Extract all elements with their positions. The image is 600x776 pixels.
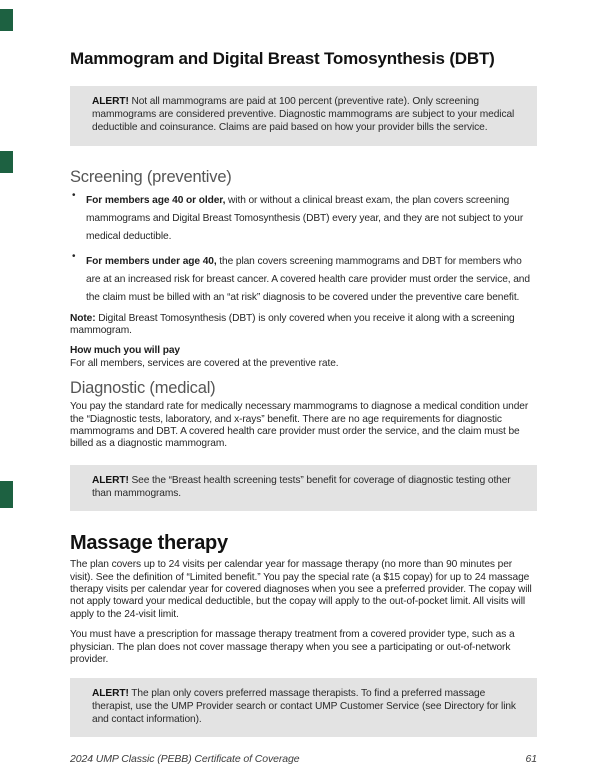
massage-paragraph-2: You must have a prescription for massage therapy treatment from a covered provider type, such as a physician. The plan does not cover massage therapy when you see a participating or out-of-network provider. (70, 629, 515, 666)
how-much-you-pay-heading: How much you will pay (70, 345, 180, 357)
alert-box-preferred-massage-therapists (70, 678, 537, 738)
page-footer (70, 753, 537, 765)
alert-paragraph (92, 95, 517, 135)
list-item (70, 190, 537, 244)
bullet-lead: For members age 40 or older, (86, 194, 226, 206)
alert-text: See the “Breast health screening tests” benefit for coverage of diagnostic testing other than mammograms. (92, 474, 511, 500)
section-heading-diagnostic: Diagnostic (medical) (70, 379, 216, 398)
footer-document-title: 2024 UMP Classic (PEBB) Certificate of Coverage (70, 753, 300, 766)
section-heading-screening: Screening (preventive) (70, 167, 232, 186)
note-text: Digital Breast Tomosynthesis (DBT) is only covered when you receive it along with a screening mammogram. (70, 312, 515, 337)
revision-marker-top (0, 9, 13, 31)
note-label: Note: (70, 312, 96, 324)
bullet-icon: • (72, 189, 76, 201)
alert-box-breast-health-screening (70, 465, 537, 511)
alert-label: ALERT! (92, 687, 129, 699)
alert-paragraph (92, 687, 517, 727)
alert-label: ALERT! (92, 96, 129, 107)
bullet-icon: • (72, 250, 76, 262)
revision-marker-middle (0, 151, 13, 173)
bullet-body: the plan covers screening mammograms and DBT for members who are at an increased risk for breast cancer. A covered health care provider must order the service, and the claim must be billed with an “at risk” diagnosis to be covered under the preventive care benefit. (86, 255, 530, 303)
screening-bullet-list (70, 190, 537, 305)
how-much-you-pay-text: For all members, services are covered at the preventive rate. (70, 357, 339, 369)
alert-text: Not all mammograms are paid at 100 percent (preventive rate). Only screening mammograms are considered preventive. Diagnostic mammograms are subject to your medical deductible and coinsurance. Claims are paid based on how your provider bills the service. (92, 96, 515, 134)
alert-box-mammogram-payment (70, 86, 537, 146)
massage-paragraph-1: The plan covers up to 24 visits per calendar year for massage therapy (no more than 90 minutes per visit). See the definition of “Limited benefit.” You pay the special rate (a $15 copay) for up to 24 massage therapy visits per calendar year for covered diagnoses when you see a preferred provider. The copay will not apply toward your medical deductible, but the copay will apply to the out-of-pocket limit. All visits will apply to the 24-visit limit. (70, 559, 532, 620)
bullet-text (86, 195, 523, 242)
note-paragraph (70, 313, 537, 338)
footer-page-number: 61 (525, 753, 537, 766)
bullet-lead: For members under age 40, (86, 255, 217, 267)
section-title-massage-therapy: Massage therapy (70, 532, 228, 555)
revision-marker-bottom (0, 481, 13, 508)
alert-label: ALERT! (92, 474, 129, 486)
alert-paragraph (92, 474, 517, 500)
bullet-body: with or without a clinical breast exam, the plan covers screening mammograms and Digital Breast Tomosynthesis (DBT) every year, and they are not subject to your medical deductible. (86, 194, 524, 242)
list-item (70, 251, 537, 305)
page-title: Mammogram and Digital Breast Tomosynthesis (DBT) (70, 49, 495, 68)
alert-text: The plan only covers preferred massage therapists. To find a preferred massage therapist, use the UMP Provider search or contact UMP Customer Service (see Directory for link and contact information). (92, 687, 516, 725)
diagnostic-paragraph: You pay the standard rate for medically necessary mammograms to diagnose a medical condition under the “Diagnostic tests, laboratory, and x-rays” benefit. There are no age requirements for diagnostic mammograms and DBT. A covered health care provider must order the service, and the claim must be billed as a diagnostic mammogram. (70, 401, 529, 450)
bullet-text (86, 256, 530, 303)
